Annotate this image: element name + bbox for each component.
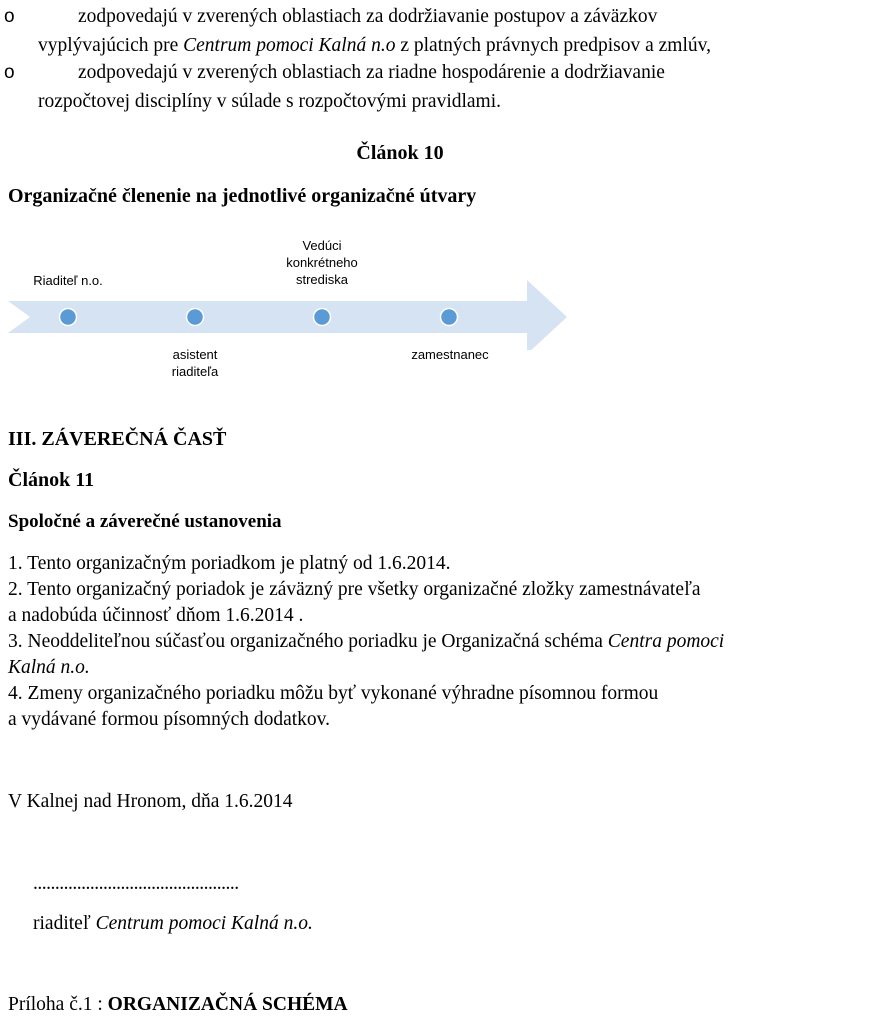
provision-1: 1. Tento organizačným poriadkom je platný od 1.6.2014. <box>8 553 451 574</box>
provision-3-line-2: Kalná n.o. <box>8 657 90 678</box>
diagram-label-employee: zamestnanec <box>411 347 489 362</box>
article-11-title: Článok 11 <box>8 469 95 491</box>
section-3-title: III. ZÁVEREČNÁ ČASŤ <box>8 428 227 450</box>
provision-4-line-1: 4. Zmeny organizačného poriadku môžu byť vykonané výhradne písomnou formou <box>8 683 659 704</box>
node-dot <box>60 309 77 326</box>
annex-heading: Príloha č.1 : ORGANIZAČNÁ SCHÉMA <box>8 994 348 1015</box>
place-date: V Kalnej nad Hronom, dňa 1.6.2014 <box>8 791 293 812</box>
provision-3-line-1: 3. Neoddeliteľnou súčasťou organizačného poriadku je Organizačná schéma Centra pomoci <box>8 631 725 652</box>
node-dot <box>441 309 458 326</box>
bullet-1-line-1: zodpovedajú v zverených oblastiach za dodržiavanie postupov a záväzkov <box>78 6 658 27</box>
signature-line: ............................................... <box>33 873 239 894</box>
bullet-2-line-2: rozpočtovej disciplíny v súlade s rozpočtovými pravidlami. <box>38 91 502 112</box>
node-dot <box>314 309 331 326</box>
provision-2-line-1: 2. Tento organizačný poriadok je záväzný pre všetky organizačné zložky zamestnávateľa <box>8 579 701 600</box>
arrow-shape <box>8 280 567 350</box>
bullet-1-line-2: vyplývajúcich pre Centrum pomoci Kalná n.o z platných právnych predpisov a zmlúv, <box>38 35 711 56</box>
article-10-title: Článok 10 <box>356 142 444 164</box>
node-dot <box>187 309 204 326</box>
signature-role: riaditeľ Centrum pomoci Kalná n.o. <box>33 913 313 934</box>
provision-4-line-2: a vydávané formou písomných dodatkov. <box>8 709 331 730</box>
diagram-label-director: Riaditeľ n.o. <box>33 273 103 288</box>
bullet-marker: o <box>4 6 15 27</box>
provision-2-line-2: a nadobúda účinnosť dňom 1.6.2014 . <box>8 605 304 626</box>
diagram-label-head-of-center: Vedúci konkrétneho strediska <box>286 238 358 287</box>
diagram-label-assistant: asistent riaditeľa <box>171 347 219 379</box>
article-10-subtitle: Organizačné členenie na jednotlivé organizačné útvary <box>8 185 477 207</box>
bullet-2-line-1: zodpovedajú v zverených oblastiach za riadne hospodárenie a dodržiavanie <box>78 62 665 83</box>
bullet-marker: o <box>4 62 15 83</box>
article-11-subtitle: Spoločné a záverečné ustanovenia <box>8 511 282 532</box>
